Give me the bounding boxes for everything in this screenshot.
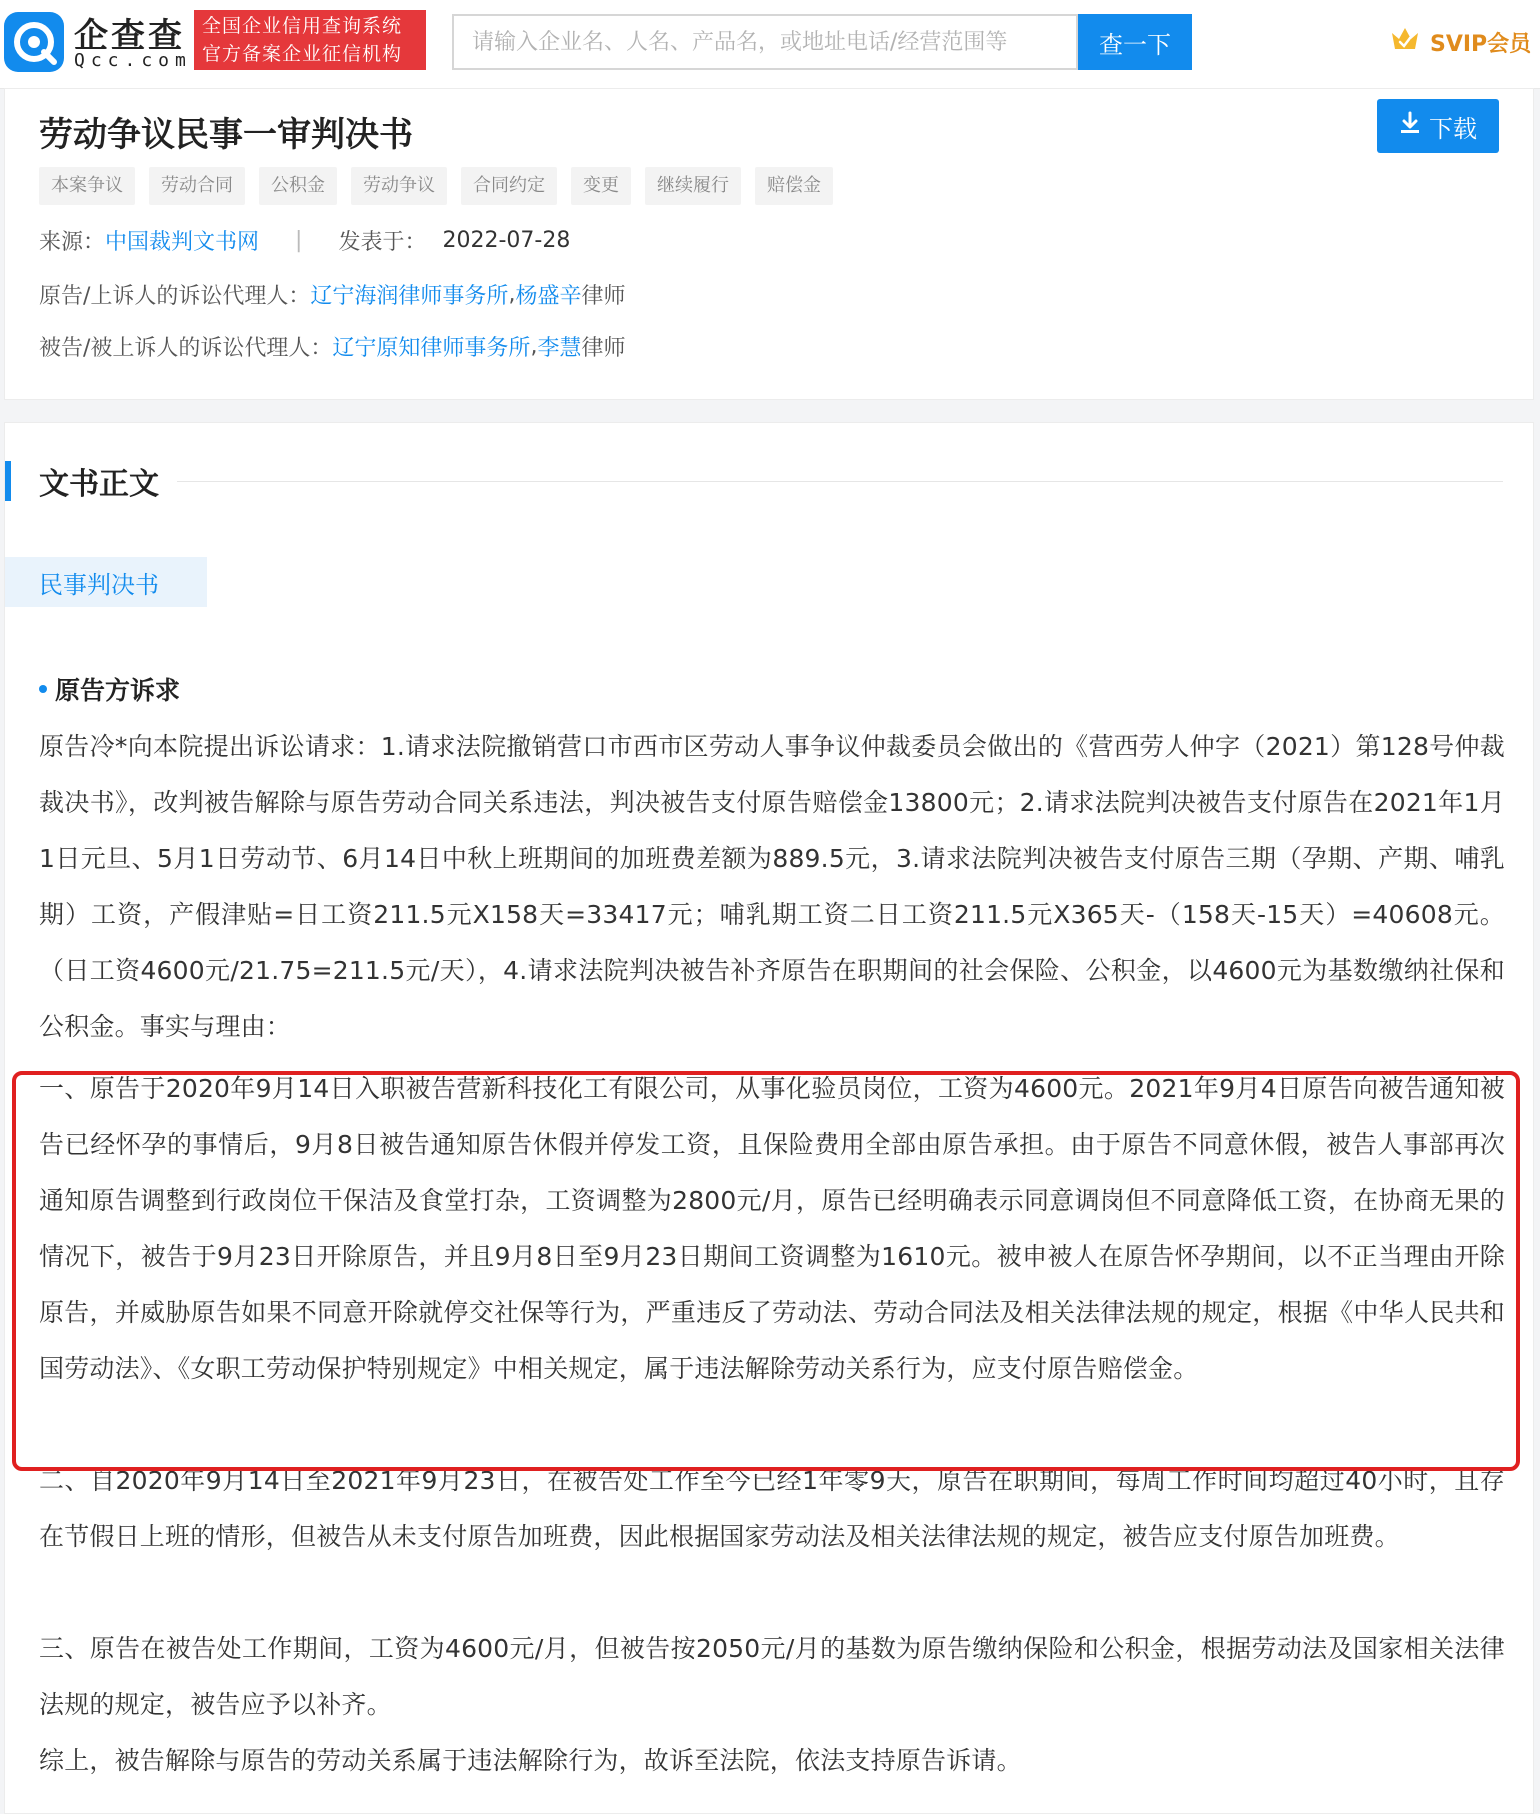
section-divider [177,481,1503,482]
section-title: 文书正文 [39,467,159,502]
paragraph: 二、自2020年9月14日至2021年9月23日，在被告处工作至今已经1年零9天，原告在职期间，每周工作时间均超过40小时，且存在节假日上班的情形，但被告从未支付原告加班费，因此根据国家劳动法及相关法律法规的规定，被告应支付原告加班费。 [39,1466,1505,1551]
plaintiff-agent-label: 原告/上诉人的诉讼代理人： [39,284,311,309]
paragraph: 三、原告在被告处工作期间，工资为4600元/月，但被告按2050元/月的基数为原告缴纳保险和公积金，根据劳动法及国家相关法律法规的规定，被告应予以补齐。 [39,1634,1505,1719]
tag[interactable]: 变更 [571,167,631,205]
tag[interactable]: 赔偿金 [755,167,833,205]
svip-label: SVIP会员 [1430,31,1532,57]
plaintiff-claims-heading [39,671,180,707]
search-button[interactable]: 查一下 [1078,14,1192,70]
crown-icon [1390,25,1420,59]
defendant-agent-row [39,331,625,362]
tag[interactable]: 本案争议 [39,167,135,205]
tab-civil-judgment[interactable]: 民事判决书 [5,557,207,607]
published-date: 2022-07-28 [442,228,571,253]
paragraph: 一、原告于2020年9月14日入职被告营新科技化工有限公司，从事化验员岗位，工资为4600元。2021年9月4日原告向被告通知被告已经怀孕的事情后，9月8日被告通知原告休假并停发工资，且保险费用全部由原告承担。由于原告不同意休假，被告人事部再次通知原告调整到行政岗位干保洁及食堂打杂，工资调整为2800元/月，原告已经明确表示同意调岗但不同意降低工资，在协商无果的情况下，被告于9月23日开除原告，并且9月8日至9月23日期间工资调整为1610元。被申被人在原告怀孕期间，以不正当理由开除原告，并威胁原告如果不同意开除就停交社保等行为，严重违反了劳动法、劳动合同法及相关法律法规的规定，根据《中华人民共和国劳动法》、《女职工劳动保护特别规定》中相关规定，属于违法解除劳动关系行为，应支付原告赔偿金。 [39,1074,1505,1383]
credit-badge [194,10,426,70]
document-info-card [4,88,1534,400]
badge-line-2: 官方备案企业征信机构 [202,43,403,65]
document-body-card [4,422,1534,1814]
download-button[interactable] [1377,99,1499,153]
paragraph: 综上，被告解除与原告的劳动关系属于违法解除行为，故诉至法院，依法支持原告诉请。 [39,1746,1022,1775]
lawyer-suffix: 律师 [581,336,626,361]
defendant-agent-label: 被告/被上诉人的诉讼代理人： [39,336,333,361]
defendant-law-firm-link[interactable]: 辽宁原知律师事务所 [332,336,531,361]
published-label: 发表于： [338,230,427,255]
defendant-lawyer-link[interactable]: 李慧 [537,336,582,361]
tag[interactable]: 继续履行 [645,167,741,205]
paragraph: 原告冷*向本院提出诉讼请求：1.请求法院撤销营口市西市区劳动人事争议仲裁委员会做出的《营西劳人仲字（2021）第128号仲裁裁决书》，改判被告解除与原告劳动合同关系违法，判决被告支付原告赔偿金13800元；2.请求法院判决被告支付原告在2021年1月1日元旦、5月1日劳动节、6月14日中秋上班期间的加班费差额为889.5元，3.请求法院判决被告支付原告三期（孕期、产期、哺乳期）工资，产假津贴=日工资211.5元X158天=33417元；哺乳期工资二日工资211.5元X365天-（158天-15天）=40608元。（日工资4600元/21.75=211.5元/天），4.请求法院判决被告补齐原告在职期间的社会保险、公积金，以4600元为基数缴纳社保和公积金。事实与理由： [39,732,1505,1041]
plaintiff-lawyer-link[interactable]: 杨盛辛 [515,284,582,309]
lawyer-suffix: 律师 [581,284,626,309]
logo-domain: Qcc.com [74,50,192,71]
qcc-logo-icon[interactable] [4,12,64,72]
download-icon [1399,111,1421,141]
source-label: 来源： [39,230,106,255]
search-box [452,14,1078,70]
source-row [39,225,570,256]
logo-text[interactable]: 企查查 [74,16,185,56]
plaintiff-agent-row [39,279,625,310]
svip-link[interactable] [1390,22,1531,62]
section-accent-bar [5,461,11,501]
meta-separator: | [295,228,303,253]
tag[interactable]: 劳动争议 [351,167,447,205]
tag[interactable]: 劳动合同 [149,167,245,205]
top-header [0,0,1540,89]
plaintiff-law-firm-link[interactable]: 辽宁海润律师事务所 [310,284,509,309]
tag-list [39,167,833,205]
badge-line-1: 全国企业信用查询系统 [202,15,403,37]
comma: , [508,282,516,307]
search-input[interactable] [454,16,1076,68]
tag[interactable]: 合同约定 [461,167,557,205]
source-link[interactable]: 中国裁判文书网 [105,230,260,255]
comma: , [530,334,538,359]
tag[interactable]: 公积金 [259,167,337,205]
download-label: 下载 [1429,114,1477,143]
bullet-dot-icon [39,685,47,693]
sub-heading-text: 原告方诉求 [55,676,181,705]
document-title: 劳动争议民事一审判决书 [39,115,413,155]
